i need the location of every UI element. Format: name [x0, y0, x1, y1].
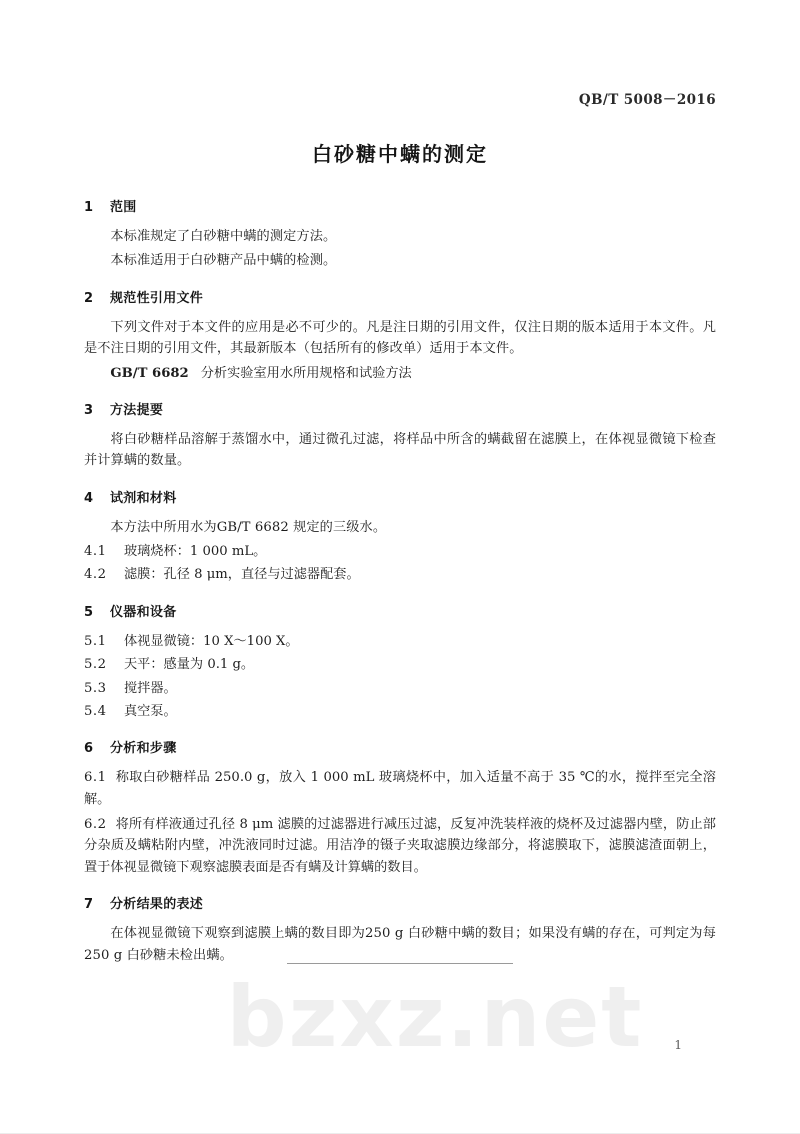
section-2 — [84, 287, 716, 384]
section-4-paragraph-1: 本方法中所用水为GB/T 6682 规定的三级水。 — [110, 519, 387, 535]
section-5-heading — [84, 601, 716, 620]
clause-5-4-number: 5.4 — [84, 703, 107, 719]
clause-5-1-number: 5.1 — [84, 633, 107, 649]
section-3-paragraph-1: 将白砂糖样品溶解于蒸馏水中，通过微孔过滤，将样品中所含的螨截留在滤膜上，在体视显微镜下检查并计算螨的数量。 — [84, 431, 716, 469]
section-2-number: 2 — [84, 290, 94, 306]
clause-5-1 — [84, 631, 716, 652]
clause-5-3-text: 搅拌器。 — [124, 680, 177, 696]
section-1-paragraph-1: 本标准规定了白砂糖中螨的测定方法。 — [110, 229, 337, 244]
clause-4-2-text: 滤膜：孔径 8 μm，直径与过滤器配套。 — [124, 567, 360, 583]
section-3-title: 方法提要 — [110, 402, 164, 418]
section-3-number: 3 — [84, 402, 94, 418]
section-5-number: 5 — [84, 604, 94, 620]
section-4-title: 试剂和材料 — [110, 490, 177, 506]
section-5 — [84, 601, 716, 723]
section-4-number: 4 — [84, 490, 94, 506]
normative-reference — [84, 363, 716, 384]
clause-4-1-number: 4.1 — [84, 544, 107, 559]
section-1-title: 范围 — [110, 200, 137, 215]
section-2-heading — [84, 287, 716, 306]
section-7-heading — [84, 893, 716, 912]
clause-4-2-number: 4.2 — [84, 567, 107, 583]
reference-id: GB/T 6682 — [110, 365, 189, 381]
section-4 — [84, 487, 716, 586]
section-4-heading — [84, 487, 716, 506]
footer-divider — [287, 963, 513, 964]
page-title: 白砂糖中螨的测定 — [312, 142, 488, 166]
document-body — [84, 196, 716, 966]
clause-6-1 — [84, 767, 716, 810]
section-7 — [84, 893, 716, 966]
clause-5-3-number: 5.3 — [84, 680, 107, 696]
section-3 — [84, 399, 716, 472]
page-number: 1 — [674, 1038, 682, 1052]
section-2-title: 规范性引用文件 — [110, 290, 204, 306]
clause-5-2-number: 5.2 — [84, 657, 107, 673]
clause-5-2 — [84, 654, 716, 675]
section-7-title: 分析结果的表述 — [110, 897, 204, 913]
section-5-title: 仪器和设备 — [110, 604, 177, 620]
section-1 — [84, 196, 716, 272]
clause-5-2-text: 天平：感量为 0.1 g。 — [124, 657, 255, 673]
clause-6-2-number: 6.2 — [84, 817, 107, 832]
section-6 — [84, 737, 716, 878]
reference-title: 分析实验室用水所用规格和试验方法 — [200, 365, 412, 381]
section-2-paragraph-1: 下列文件对于本文件的应用是必不可少的。凡是注日期的引用文件，仅注日期的版本适用于本文件。凡是不注日期的引用文件，其最新版本（包括所有的修改单）适用于本文件。 — [84, 319, 716, 357]
clause-4-2 — [84, 564, 716, 585]
clause-4-1 — [84, 541, 716, 562]
clause-5-1-text: 体视显微镜：10 X～100 X。 — [124, 633, 299, 649]
standard-code-header: QB/T 5008－2016 — [578, 92, 716, 108]
clause-6-1-number: 6.1 — [84, 770, 107, 786]
clause-4-1-text: 玻璃烧杯：1 000 mL。 — [124, 544, 267, 559]
section-1-heading — [84, 196, 716, 215]
section-7-number: 7 — [84, 897, 94, 913]
clause-5-3 — [84, 678, 716, 699]
section-3-heading — [84, 399, 716, 418]
section-7-paragraph-1: 在体视显微镜下观察到滤膜上螨的数目即为250 g 白砂糖中螨的数目；如果没有螨的存在，可判定为每 250 g 白砂糖未检出螨。 — [84, 926, 716, 963]
section-6-number: 6 — [84, 741, 94, 757]
clause-6-2 — [84, 814, 716, 878]
clause-6-2-text: 将所有样液通过孔径 8 μm 滤膜的过滤器进行减压过滤，反复冲洗装样液的烧杯及过滤器内壁，防止部分杂质及螨粘附内壁，冲洗液同时过滤。用洁净的镊子夹取滤膜边缘部分，将滤膜取下，滤膜滤渣面朝上，置于体视显微镜下观察滤膜表面是否有螨及计算螨的数目。 — [84, 817, 716, 875]
site-watermark: bzxz.net — [226, 968, 644, 1066]
section-1-paragraph-2: 本标准适用于白砂糖产品中螨的检测。 — [110, 253, 337, 269]
section-6-title: 分析和步骤 — [110, 741, 177, 757]
clause-5-4 — [84, 701, 716, 722]
section-1-number: 1 — [84, 200, 94, 215]
section-6-heading — [84, 737, 716, 756]
clause-5-4-text: 真空泵。 — [124, 703, 177, 719]
clause-6-1-text: 称取白砂糖样品 250.0 g，放入 1 000 mL 玻璃烧杯中，加入适量不高于 35 ℃的水，搅拌至完全溶解。 — [84, 770, 716, 807]
